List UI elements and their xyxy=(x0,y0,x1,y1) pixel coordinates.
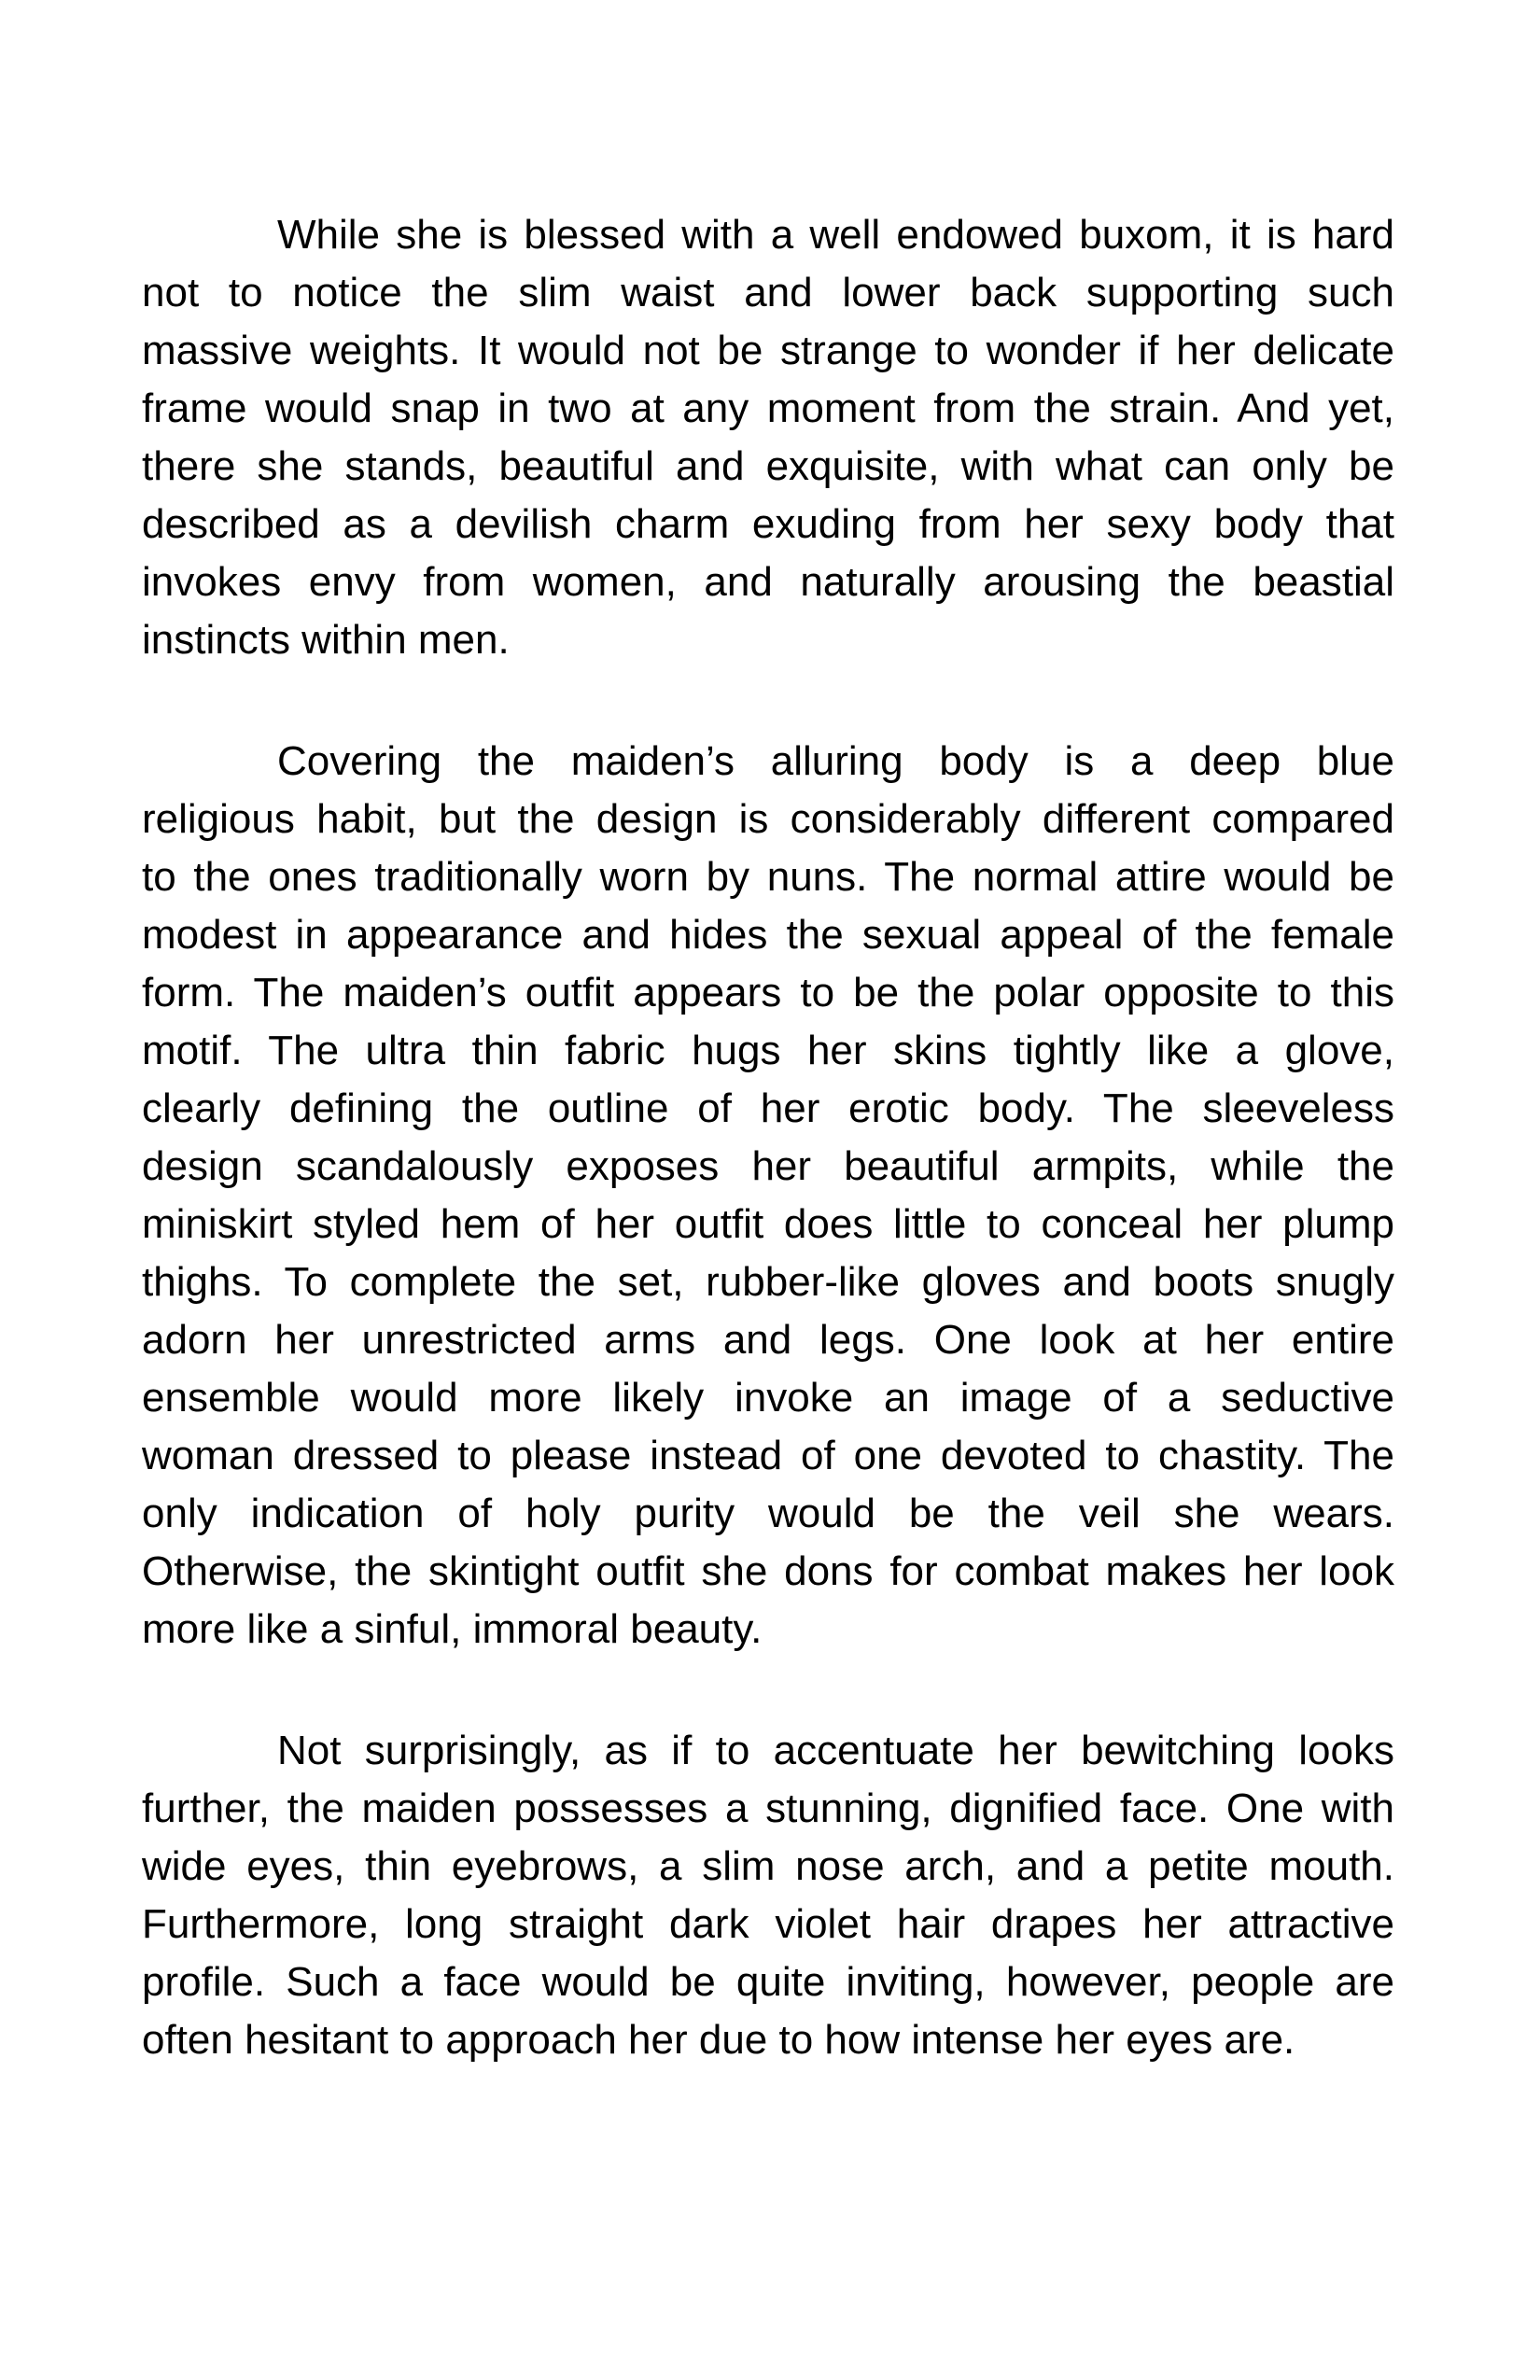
text-line: design scandalously exposes her beautiful armpits, while the xyxy=(142,1143,1394,1189)
text-line: often hesitant to approach her due to how intense her eyes are. xyxy=(142,2017,1295,2063)
text-line: adorn her unrestricted arms and legs. One look at her entire xyxy=(142,1317,1394,1363)
paragraph-1 xyxy=(142,206,1394,669)
text-line: more like a sinful, immoral beauty. xyxy=(142,1606,763,1652)
paragraph-2 xyxy=(142,733,1394,1659)
text-line: modest in appearance and hides the sexual appeal of the female xyxy=(142,912,1394,958)
text-line: instincts within men. xyxy=(142,617,510,663)
text-line: miniskirt styled hem of her outfit does little to conceal her plump xyxy=(142,1201,1394,1247)
text-line: woman dressed to please instead of one devoted to chastity. The xyxy=(142,1433,1394,1478)
text-line: form. The maiden’s outfit appears to be the polar opposite to this xyxy=(142,970,1394,1015)
text-line: invokes envy from women, and naturally arousing the beastial xyxy=(142,559,1394,605)
text-line: Not surprisingly, as if to accentuate her bewitching looks xyxy=(277,1728,1394,1773)
paragraph-3 xyxy=(142,1722,1394,2069)
text-line: described as a devilish charm exuding from her sexy body that xyxy=(142,501,1394,547)
text-line: Covering the maiden’s alluring body is a deep blue xyxy=(277,738,1394,784)
text-line: not to notice the slim waist and lower back supporting such xyxy=(142,270,1394,315)
text-line: ensemble would more likely invoke an image of a seductive xyxy=(142,1375,1394,1421)
text-line: motif. The ultra thin fabric hugs her skins tightly like a glove, xyxy=(142,1028,1394,1073)
text-line: to the ones traditionally worn by nuns. The normal attire would be xyxy=(142,854,1394,900)
text-line: profile. Such a face would be quite inviting, however, people are xyxy=(142,1959,1394,2005)
text-line: clearly defining the outline of her erotic body. The sleeveless xyxy=(142,1085,1394,1131)
text-line: wide eyes, thin eyebrows, a slim nose arch, and a petite mouth. xyxy=(142,1843,1394,1889)
text-line: Otherwise, the skintight outfit she dons for combat makes her look xyxy=(142,1548,1394,1594)
text-line: religious habit, but the design is considerably different compared xyxy=(142,796,1394,842)
text-line: Furthermore, long straight dark violet hair drapes her attractive xyxy=(142,1901,1394,1947)
text-line: massive weights. It would not be strange to wonder if her delicate xyxy=(142,328,1394,373)
text-line: While she is blessed with a well endowed buxom, it is hard xyxy=(277,212,1394,258)
text-line: only indication of holy purity would be the veil she wears. xyxy=(142,1491,1394,1536)
document-body xyxy=(142,206,1394,2069)
text-line: frame would snap in two at any moment from the strain. And yet, xyxy=(142,385,1394,431)
text-line: there she stands, beautiful and exquisite, with what can only be xyxy=(142,443,1394,489)
text-line: thighs. To complete the set, rubber-like gloves and boots snugly xyxy=(142,1259,1394,1305)
text-line: further, the maiden possesses a stunning, dignified face. One with xyxy=(142,1785,1394,1831)
